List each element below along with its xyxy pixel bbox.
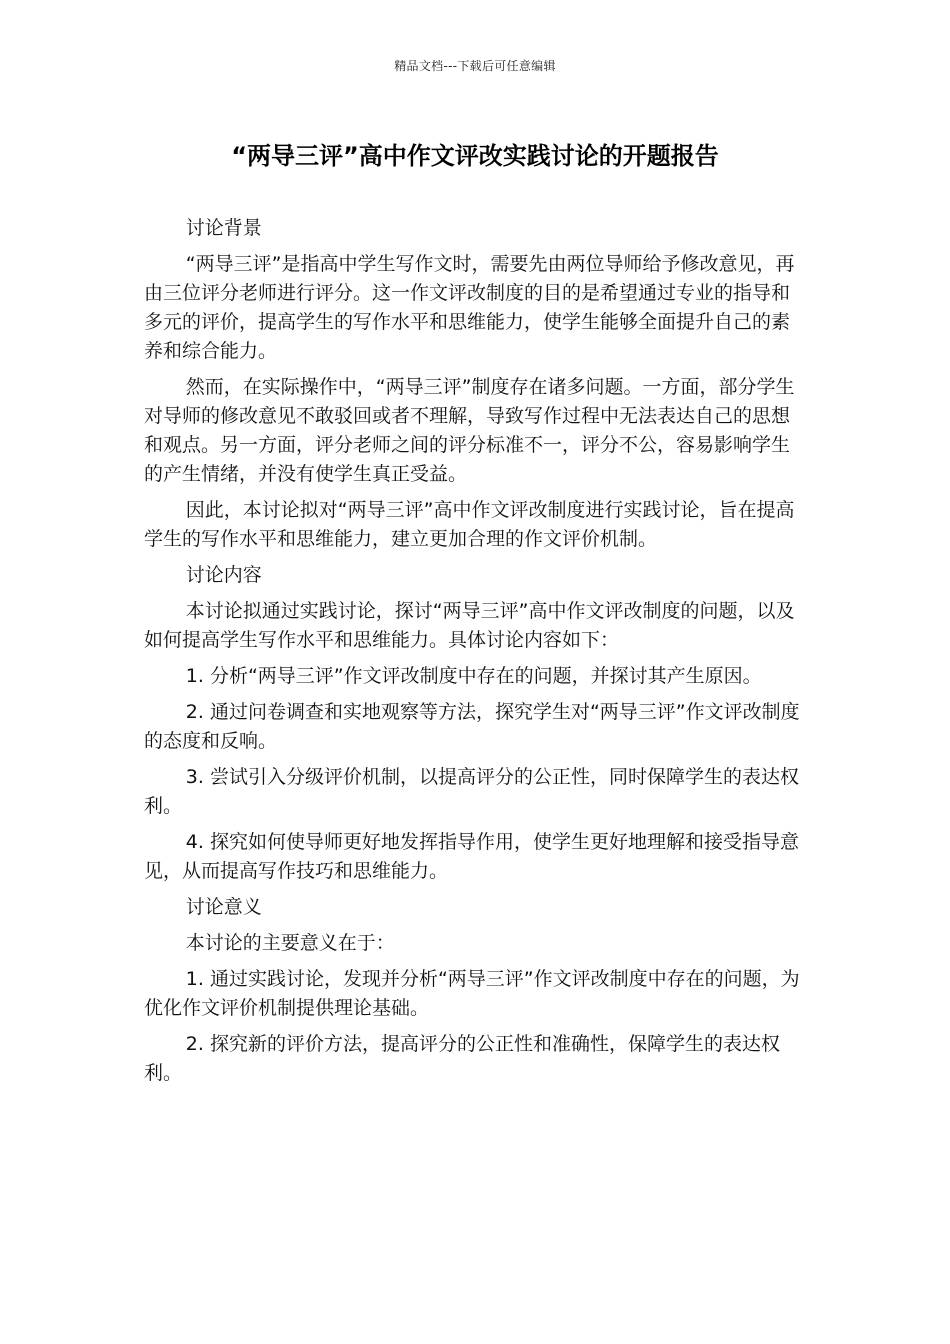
body-paragraph: 1. 分析“两导三评”作文评改制度中存在的问题，并探讨其产生原因。 [185,665,762,687]
body-paragraph: 1. 通过实践讨论，发现并分析“两导三评”作文评改制度中存在的问题，为优化作文评价机制提供理论基础。 [144,968,800,1019]
body-paragraph: 4. 探究如何使导师更好地发挥指导作用，使学生更好地理解和接受指导意见，从而提高写作技巧和思维能力。 [144,831,799,882]
body-paragraph: 因此，本讨论拟对“两导三评”高中作文评改制度进行实践讨论，旨在提高学生的写作水平和思维能力，建立更加合理的作文评价机制。 [144,499,795,550]
body-paragraph: 本讨论拟通过实践讨论，探讨“两导三评”高中作文评改制度的问题，以及如何提高学生写作水平和思维能力。具体讨论内容如下： [144,600,795,651]
body-paragraph: 本讨论的主要意义在于： [185,932,395,954]
body-paragraph: “两导三评”是指高中学生写作文时，需要先由两位导师给予修改意见，再由三位评分老师进行评分。这一作文评改制度的目的是希望通过专业的指导和多元的评价，提高学生的写作水平和思维能力，使学生能够全面提升自己的素养和综合能力。 [144,253,795,362]
body-paragraph: 2. 通过问卷调查和实地观察等方法，探究学生对“两导三评”作文评改制度的态度和反响。 [144,701,800,752]
section-heading: 讨论意义 [185,896,262,918]
section-heading: 讨论内容 [185,564,262,586]
body-paragraph: 然而，在实际操作中，“两导三评”制度存在诸多问题。一方面，部分学生对导师的修改意见不敢驳回或者不理解，导致写作过程中无法表达自己的思想和观点。另一方面，评分老师之间的评分标准不一，评分不公，容易影响学生的产生情绪，并没有使学生真正受益。 [144,376,795,485]
document-body [144,214,804,1095]
body-paragraph: 2. 探究新的评价方法，提高评分的公正性和准确性，保障学生的表达权利。 [144,1033,780,1084]
section-heading: 讨论背景 [185,217,262,239]
body-paragraph: 3. 尝试引入分级评价机制，以提高评分的公正性，同时保障学生的表达权利。 [144,766,799,817]
header-note: 精品文档---下载后可任意编辑 [394,59,556,73]
document-title: “两导三评”高中作文评改实践讨论的开题报告 [231,142,719,170]
